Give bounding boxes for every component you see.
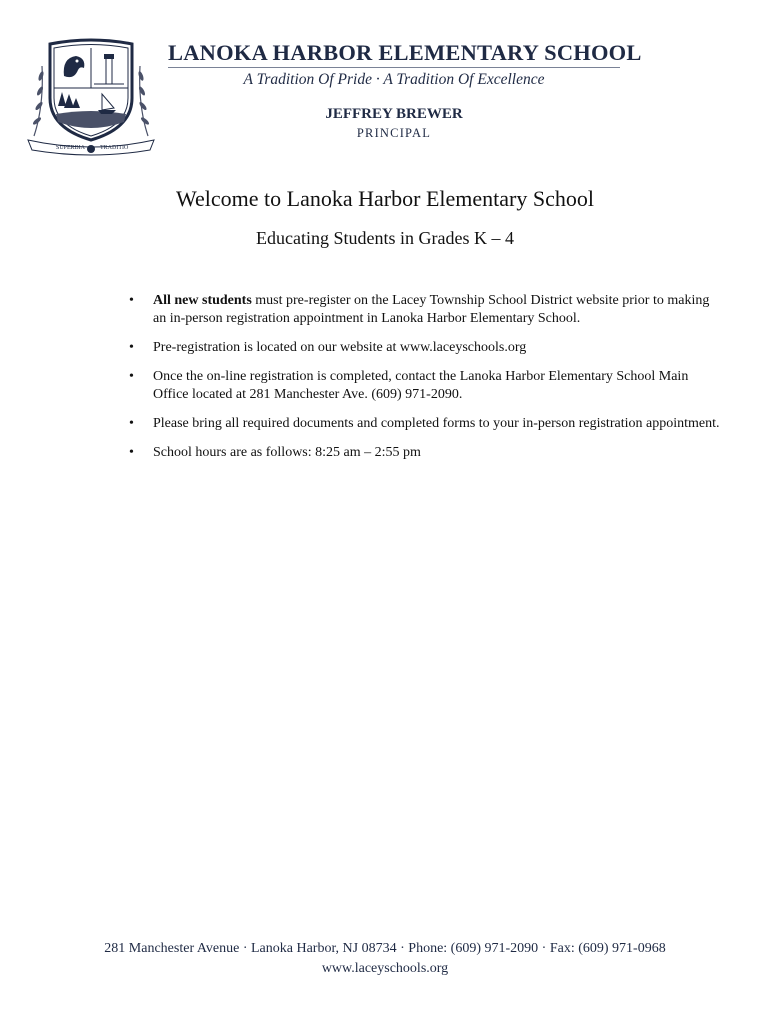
- list-item: [120, 339, 720, 357]
- list-item: [120, 415, 720, 433]
- list-item-text: must pre-register on the Lacey Township School District website prior to making an in-person registration appointment in Lanoka Harbor Elementary School.: [153, 293, 710, 326]
- bullet-icon: •: [129, 416, 134, 431]
- school-motto: A Tradition Of Pride · A Tradition Of Excellence: [243, 71, 545, 88]
- school-name: LANOKA HARBOR ELEMENTARY SCHOOL: [168, 40, 642, 65]
- list-item-bold: All new students: [153, 293, 252, 308]
- crest-banner-right: TRADITIO: [100, 145, 129, 151]
- letterhead: [0, 0, 770, 160]
- list-item-text: Please bring all required documents and completed forms to your in-person registration appointment.: [153, 416, 720, 431]
- principal-name: JEFFREY BREWER: [325, 106, 463, 122]
- principal-title: PRINCIPAL: [356, 126, 432, 140]
- bullet-icon: •: [129, 340, 134, 355]
- footer-address: 281 Manchester Avenue · Lanoka Harbor, NJ 08734 · Phone: (609) 971-2090 · Fax: (609) 971-0968: [104, 941, 666, 956]
- welcome-heading: Welcome to Lanoka Harbor Elementary School: [176, 186, 594, 211]
- header-rule: [168, 67, 620, 68]
- registration-info-list: [120, 292, 720, 473]
- school-crest-icon: [24, 36, 158, 158]
- list-item-text: School hours are as follows: 8:25 am – 2:55 pm: [153, 445, 421, 460]
- list-item: [120, 444, 720, 462]
- grades-subtitle: Educating Students in Grades K – 4: [256, 228, 514, 248]
- list-item: [120, 368, 720, 404]
- crest-banner-left: SUPERBIA: [56, 145, 86, 151]
- bullet-icon: •: [129, 369, 134, 384]
- bullet-icon: •: [129, 293, 134, 308]
- list-item: [120, 292, 720, 328]
- list-item-text: Pre-registration is located on our website at www.laceyschools.org: [153, 340, 527, 355]
- list-item-text: Once the on-line registration is completed, contact the Lanoka Harbor Elementary School Main Office located at 281 Manchester Ave. (609) 971-2090.: [153, 369, 689, 402]
- bullet-icon: •: [129, 445, 134, 460]
- footer-website: www.laceyschools.org: [321, 961, 449, 976]
